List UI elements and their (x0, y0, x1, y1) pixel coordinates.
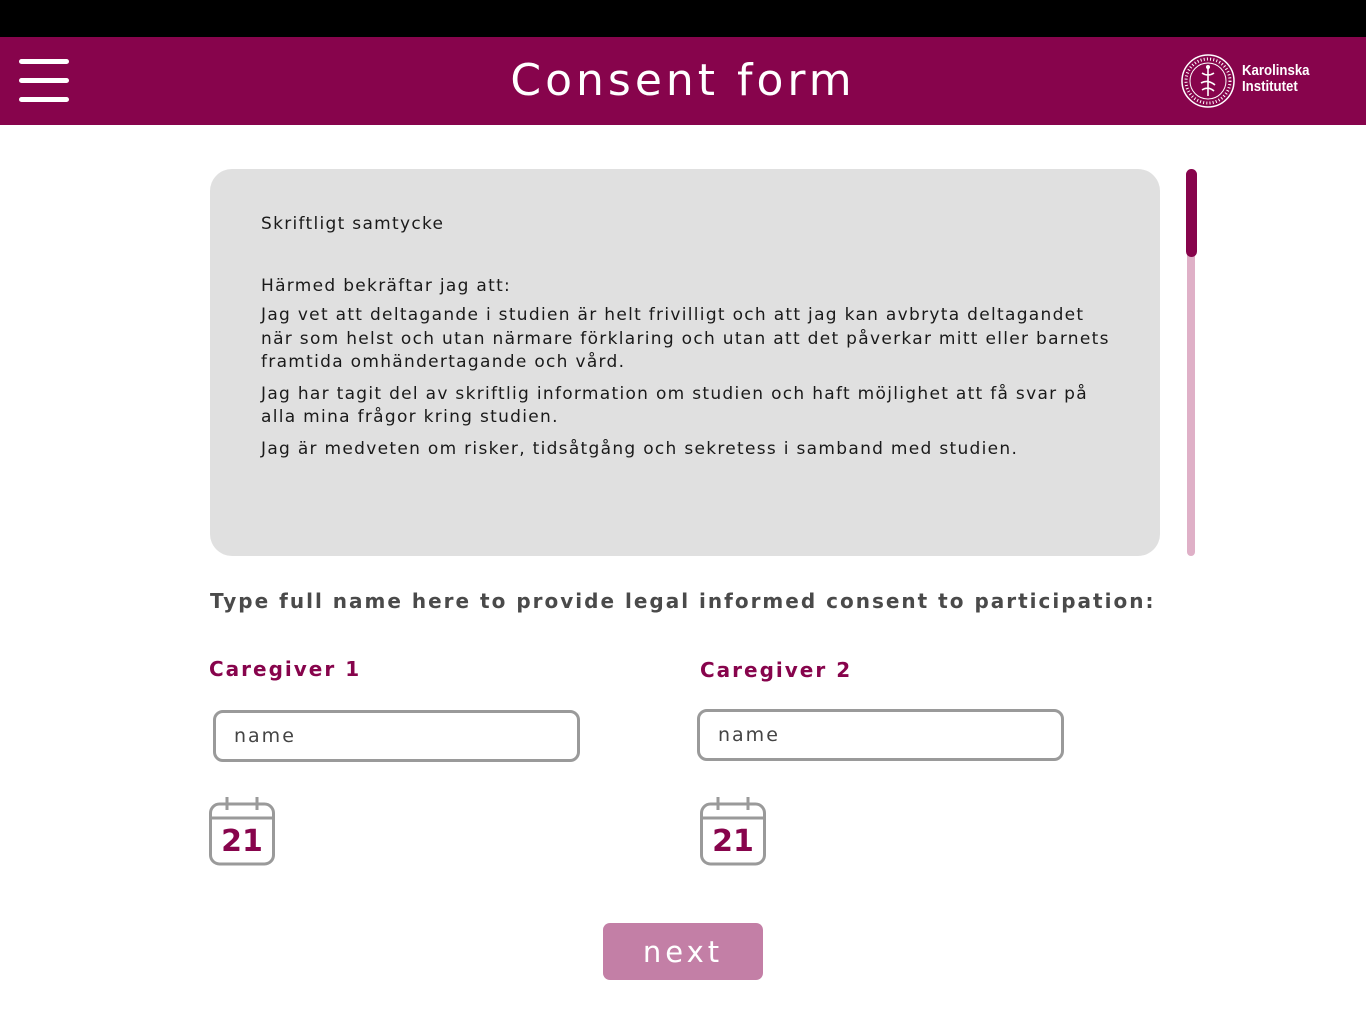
seal-icon (1180, 53, 1236, 109)
logo-wordmark (1242, 63, 1309, 95)
consent-heading: Skriftligt samtycke (261, 214, 445, 234)
scrollbar-thumb[interactable] (1186, 169, 1197, 257)
caregiver-2-date-button[interactable] (700, 796, 766, 866)
consent-instruction: Type full name here to provide legal informed consent to participation: (210, 589, 1156, 613)
logo-text-line2: Institutet (1242, 78, 1298, 95)
logo-text-line1: Karolinska (1242, 62, 1310, 79)
app-header (0, 37, 1366, 125)
caregiver-2-label: Caregiver 2 (700, 658, 853, 682)
calendar-day-number: 21 (221, 824, 263, 859)
status-bar (0, 0, 1366, 37)
next-button[interactable]: next (603, 923, 763, 980)
caregiver-1-label: Caregiver 1 (209, 657, 362, 681)
consent-paragraph: Jag är medveten om risker, tidsåtgång och sekretess i samband med studien. (261, 438, 1019, 459)
page-title: Consent form (510, 55, 856, 106)
consent-text-panel[interactable] (210, 169, 1160, 556)
caregiver-1-name-input[interactable] (213, 710, 580, 762)
calendar-day-number: 21 (712, 824, 754, 859)
caregiver-2-name-input[interactable] (697, 709, 1064, 761)
calendar-icon (209, 796, 275, 866)
caregiver-1-date-button[interactable] (209, 796, 275, 866)
karolinska-logo (1178, 51, 1328, 109)
consent-paragraph: Jag har tagit del av skriftlig information om studien och haft möjlighet att få svar på alla mina frågor kring studien. (261, 383, 1088, 427)
consent-intro: Härmed bekräftar jag att: (261, 275, 512, 296)
consent-paragraph: Jag vet att deltagande i studien är helt frivilligt och att jag kan avbryta deltagandet när som helst och utan närmare förklaring och utan att det påverkar mitt eller barnets framtida omhändertagande och vård. (261, 305, 1110, 372)
calendar-icon (700, 796, 766, 866)
